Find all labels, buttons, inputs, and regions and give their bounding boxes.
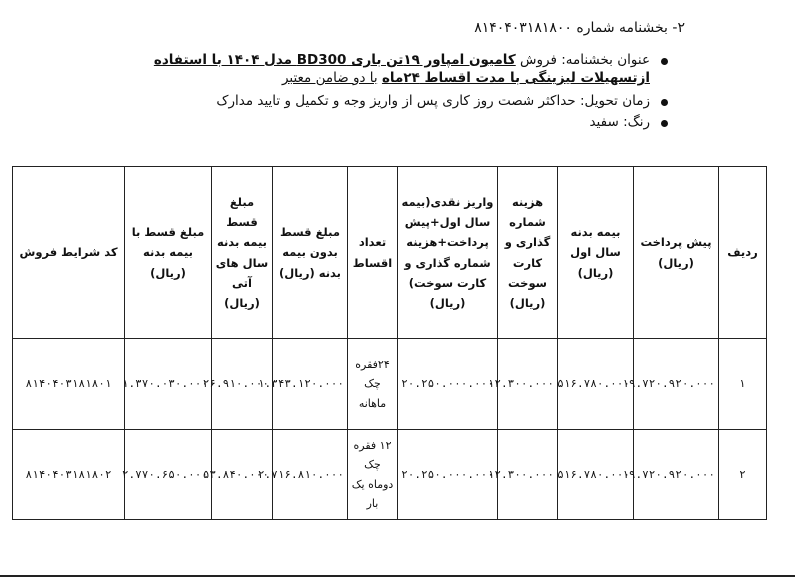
cell-prepayment: ۱۹.۷۲۰.۹۲۰.۰۰۰ [634, 430, 719, 520]
cell-installment-count: ۱۲ فقره چک دوماه یک بار [348, 430, 398, 520]
col-header-sale-code: کد شرایط فروش [13, 167, 125, 339]
cell-installment-with-insurance: ۱.۳۷۰.۰۳۰.۰۰۰ [125, 339, 212, 430]
cell-installment-no-insurance: ۱.۳۴۳.۱۲۰.۰۰۰ [273, 339, 348, 430]
col-header-installment-count: تعداد اقساط [348, 167, 398, 339]
subject-line [150, 52, 650, 68]
cell-future-insurance: ۵۳.۸۴۰.۰۰۰ [212, 430, 273, 520]
cell-cash-deposit: ۲۰.۲۵۰.۰۰۰.۰۰۰ [398, 339, 498, 430]
circular-heading: ۲- بخشنامه شماره ۸۱۴۰۴۰۳۱۸۱۸۰۰ [474, 20, 685, 36]
cell-first-year-insurance: ۵۱۶.۷۸۰.۰۰۰ [558, 339, 634, 430]
page-bottom-rule [0, 575, 795, 577]
color-label: رنگ: [623, 114, 650, 130]
col-header-cash-deposit: واریز نقدی(بیمه سال اول+پیش پرداخت+هزینه شماره گذاری و کارت سوخت) (ریال) [398, 167, 498, 339]
subject-leasing: ازتسهیلات لیزینگی با مدت اقساط ۲۴ماه [381, 70, 650, 86]
col-header-plate-fuel-card: هزینه شماره گذاری و کارت سوخت (ریال) [498, 167, 558, 339]
cell-first-year-insurance: ۵۱۶.۷۸۰.۰۰۰ [558, 430, 634, 520]
cell-sale-code: ۸۱۴۰۴۰۳۱۸۱۸۰۱ [13, 339, 125, 430]
delivery-text: حداکثر شصت روز کاری پس از واریز وجه و تکمیل و تایید مدارک [216, 93, 576, 109]
cell-plate-fuel-card: ۱۲.۳۰۰.۰۰۰ [498, 430, 558, 520]
cell-installment-count: ۲۴فقره چک ماهانه [348, 339, 398, 430]
circular-details [150, 52, 650, 135]
col-header-row-number: ردیف [719, 167, 767, 339]
subject-prefix: فروش [520, 52, 557, 68]
table-row [13, 430, 767, 520]
subject-guarantors: با دو ضامن معتبر [281, 70, 378, 86]
col-header-first-year-insurance: بیمه بدنه سال اول (ریال) [558, 167, 634, 339]
cell-plate-fuel-card: ۱۲.۳۰۰.۰۰۰ [498, 339, 558, 430]
col-header-prepayment: پیش پرداخت (ریال) [634, 167, 719, 339]
color-value: سفید [589, 114, 619, 130]
delivery-line [150, 93, 650, 109]
cell-installment-no-insurance: ۲.۷۱۶.۸۱۰.۰۰۰ [273, 430, 348, 520]
sales-terms-table [12, 166, 767, 520]
col-header-future-insurance: مبلغ قسط بیمه بدنه سال های آتی (ریال) [212, 167, 273, 339]
table-header-row [13, 167, 767, 339]
cell-row-number: ۱ [719, 339, 767, 430]
subject-label: عنوان بخشنامه: [561, 52, 650, 68]
color-line [150, 114, 650, 130]
table-row [13, 339, 767, 430]
col-header-installment-with-insurance: مبلغ قسط با بیمه بدنه (ریال) [125, 167, 212, 339]
bullet-icon [661, 58, 668, 65]
cell-sale-code: ۸۱۴۰۴۰۳۱۸۱۸۰۲ [13, 430, 125, 520]
col-header-installment-no-insurance: مبلغ قسط بدون بیمه بدنه (ریال) [273, 167, 348, 339]
cell-future-insurance: ۲۶.۹۱۰.۰۰۰ [212, 339, 273, 430]
cell-row-number: ۲ [719, 430, 767, 520]
cell-cash-deposit: ۲۰.۲۵۰.۰۰۰.۰۰۰ [398, 430, 498, 520]
cell-installment-with-insurance: ۲.۷۷۰.۶۵۰.۰۰۰ [125, 430, 212, 520]
cell-prepayment: ۱۹.۷۲۰.۹۲۰.۰۰۰ [634, 339, 719, 430]
bullet-icon [661, 120, 668, 127]
delivery-label: زمان تحویل: [579, 93, 650, 109]
subject-product: کامیون امپاور ۱۹تن باری BD300 مدل ۱۴۰۴ با استفاده [153, 52, 516, 68]
bullet-icon [661, 99, 668, 106]
subject-line-2 [150, 70, 650, 86]
